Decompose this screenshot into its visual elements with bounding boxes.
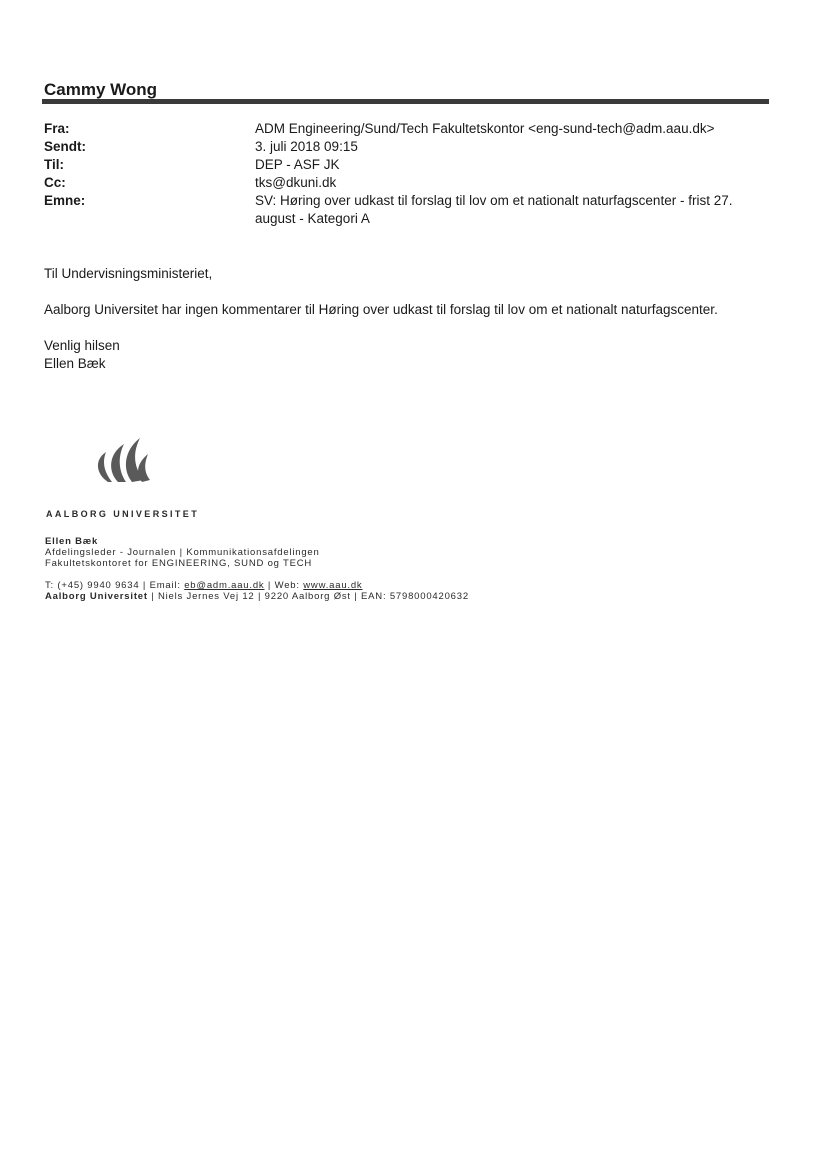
email-link[interactable]: eb@adm.aau.dk [184,580,265,591]
contact-mid: | Web: [264,580,304,591]
header-value: ADM Engineering/Sund/Tech Fakultetskontor <eng-sund-tech@adm.aau.dk> [255,121,715,136]
header-value [255,192,774,228]
address-university: Aalborg Universitet [45,591,148,602]
header-value: 3. juli 2018 09:15 [255,139,358,154]
header-value: DEP - ASF JK [255,157,340,172]
signoff: Ellen Bæk [44,356,106,371]
header-label: Emne: [44,193,86,208]
signature-office: Fakultetskontoret for ENGINEERING, SUND og TECH [45,558,313,569]
signature-contact [45,580,469,591]
header-cc [44,174,774,192]
closing: Venlig hilsen [44,338,120,353]
header-sent [44,138,774,156]
sender-name: Cammy Wong [44,80,158,99]
web-link[interactable]: www.aau.dk [303,580,363,591]
header-label: Til: [44,157,64,172]
header-label: Fra: [44,121,70,136]
email-body [44,265,784,373]
email-headers [44,120,774,228]
university-name: AALBORG UNIVERSITET [46,509,200,519]
subject-line-2: august - Kategori A [255,211,370,226]
signature-address [45,591,469,602]
header-to [44,156,774,174]
header-from [44,120,774,138]
contact-prefix: T: (+45) 9940 9634 | Email: [45,580,185,591]
signature-name: Ellen Bæk [45,536,99,547]
subject-line-1: SV: Høring over udkast til forslag til lov om et nationalt naturfagscenter - frist 27. [255,193,733,208]
header-subject [44,192,774,228]
email-signature [45,536,469,602]
header-label: Sendt: [44,139,86,154]
header-label: Cc: [44,175,66,190]
address-rest: | Niels Jernes Vej 12 | 9220 Aalborg Øst | EAN: 5798000420632 [147,591,469,602]
message: Aalborg Universitet har ingen kommentarer til Høring over udkast til forslag til lov om et nationalt naturfagscenter. [44,302,718,317]
aau-logo-icon [90,434,152,484]
sender-divider [42,99,769,104]
greeting: Til Undervisningsministeriet, [44,266,213,281]
header-value: tks@dkuni.dk [255,175,337,190]
signature-title: Afdelingsleder - Journalen | Kommunikationsafdelingen [45,547,320,558]
